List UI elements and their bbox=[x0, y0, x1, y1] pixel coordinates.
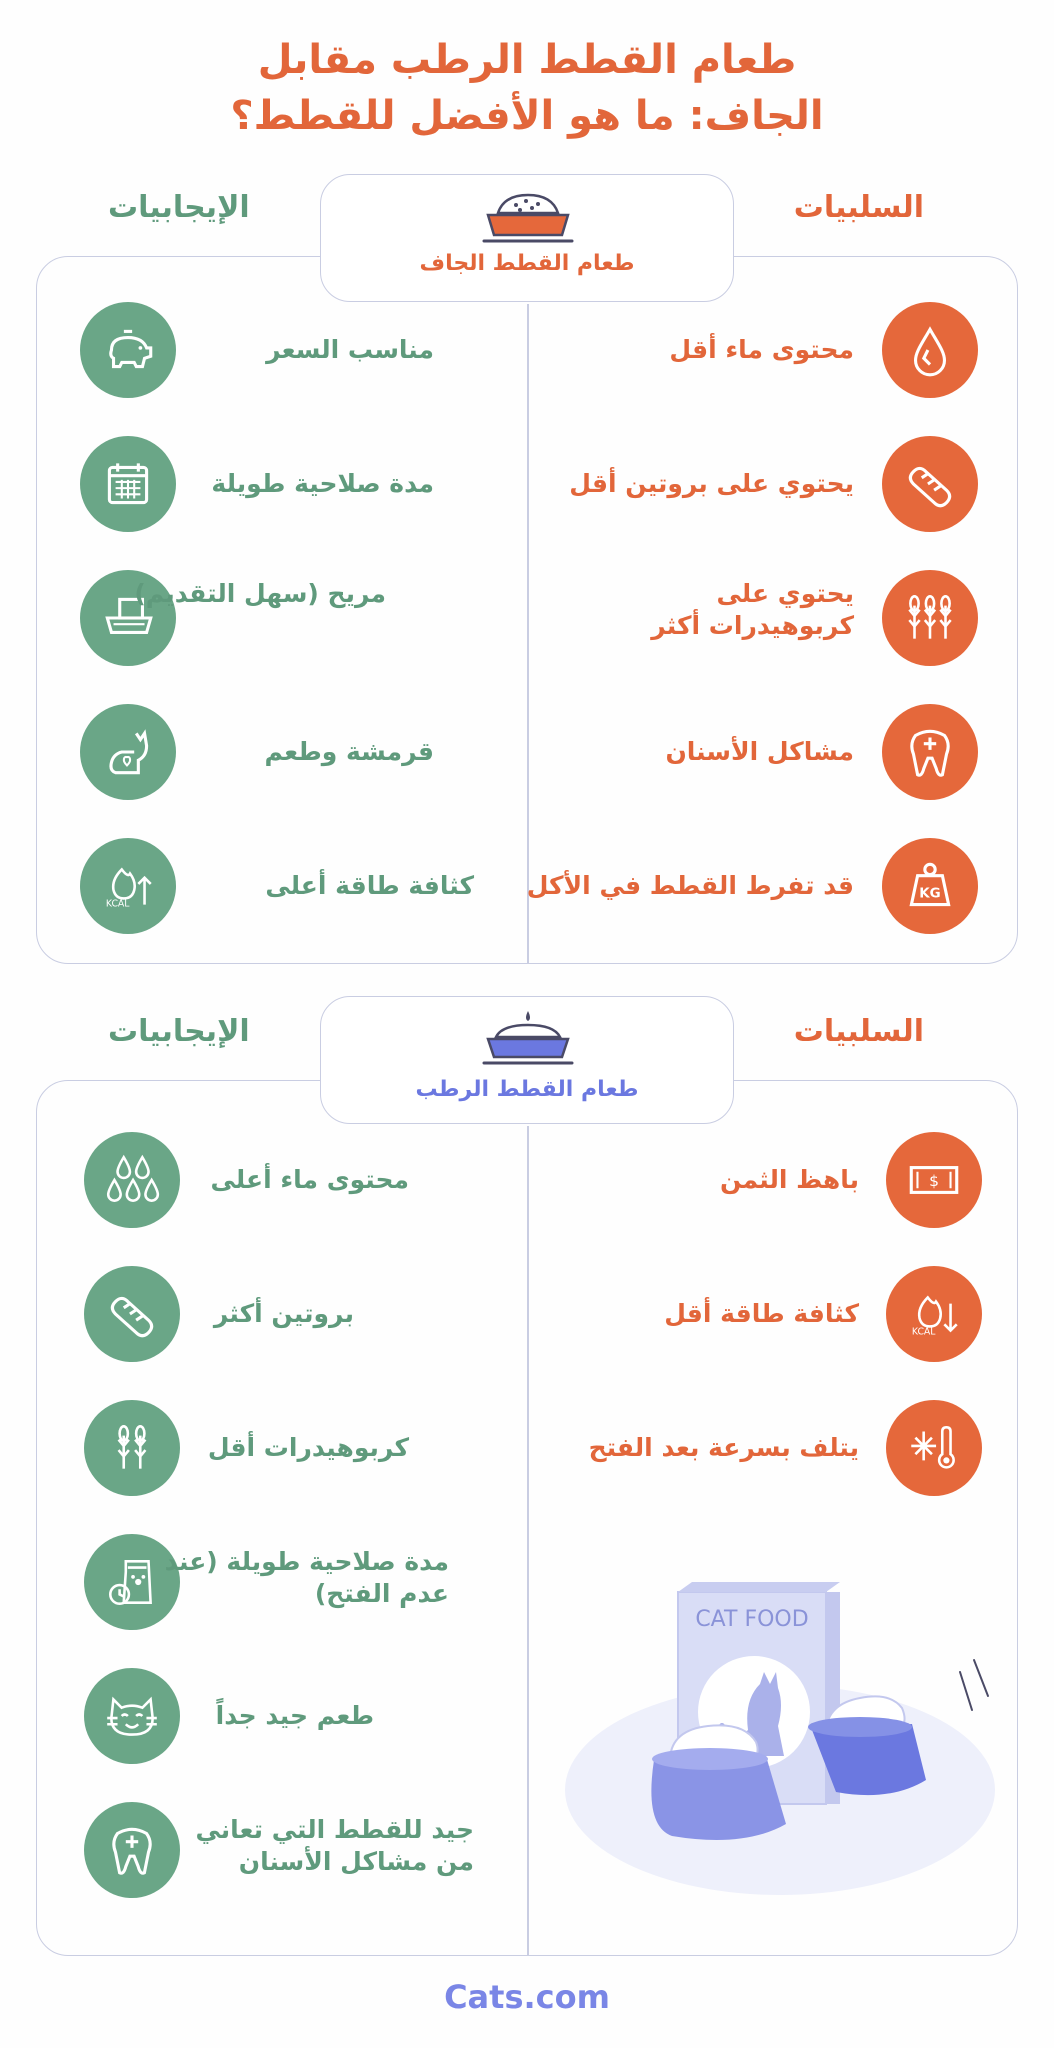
cat-food-illustration bbox=[560, 1580, 1000, 1900]
thermometer-snow-icon bbox=[886, 1400, 982, 1496]
protein-icon bbox=[882, 436, 978, 532]
wet-pro-label: كربوهيدرات أقل bbox=[207, 1433, 409, 1462]
wet-food-bowl-icon bbox=[478, 1007, 578, 1071]
weight-icon bbox=[882, 838, 978, 934]
wet-pros-heading: الإيجابيات bbox=[108, 1014, 250, 1049]
cat-food-box-text: CAT FOOD bbox=[695, 1607, 809, 1632]
brand-footer: Cats.com bbox=[444, 1978, 610, 2016]
kcal-down-icon-text: KCAL bbox=[911, 1326, 936, 1338]
wet-food-header bbox=[320, 996, 734, 1124]
wheat-icon bbox=[882, 570, 978, 666]
dry-con-label: يحتوي على بروتين أقل bbox=[569, 469, 854, 498]
tooth-icon bbox=[882, 704, 978, 800]
dry-pro-label: مريح (سهل التقديم) bbox=[134, 579, 386, 608]
dry-pros-heading: الإيجابيات bbox=[108, 190, 250, 225]
wet-food-label: طعام القطط الرطب bbox=[415, 1077, 639, 1102]
kcal-down-icon bbox=[886, 1266, 982, 1362]
dry-con-label: يحتوي على كربوهيدرات أكثر bbox=[651, 579, 854, 640]
money-icon-text: $ bbox=[929, 1172, 939, 1191]
water-drop-icon bbox=[882, 302, 978, 398]
wet-con-label: باهظ الثمن bbox=[719, 1165, 859, 1194]
dry-cons-heading: السلبيات bbox=[793, 190, 924, 225]
wet-pro-label: مدة صلاحية طويلة (عند عدم الفتح) bbox=[164, 1547, 449, 1608]
wet-con-label: يتلف بسرعة بعد الفتح bbox=[588, 1433, 859, 1462]
dry-pro-label: مناسب السعر bbox=[266, 335, 434, 364]
page-title bbox=[0, 32, 1054, 144]
wet-con-label: كثافة طاقة أقل bbox=[664, 1299, 859, 1328]
wet-pro-label: جيد للقطط التي تعاني من مشاكل الأسنان bbox=[195, 1815, 474, 1876]
dry-con-label: قد تفرط القطط في الأكل bbox=[526, 871, 854, 900]
title-line-2: الجاف: ما هو الأفضل للقطط؟ bbox=[230, 93, 824, 139]
dry-con-label: محتوى ماء أقل bbox=[669, 335, 854, 364]
title-line-1: طعام القطط الرطب مقابل bbox=[257, 37, 797, 83]
money-icon bbox=[886, 1132, 982, 1228]
wet-pro-label: بروتين أكثر bbox=[213, 1299, 354, 1328]
kcal-up-icon bbox=[80, 838, 176, 934]
dry-pro-label: كثافة طاقة أعلى bbox=[265, 871, 474, 900]
dry-food-label: طعام القطط الجاف bbox=[419, 251, 635, 276]
wet-pro-label: طعم جيد جداً bbox=[215, 1701, 374, 1730]
kcal-up-icon-text: KCAL bbox=[105, 898, 130, 910]
wet-section-divider bbox=[527, 1126, 529, 1956]
tooth-icon bbox=[84, 1802, 180, 1898]
dry-food-header bbox=[320, 174, 734, 302]
wet-pro-label: محتوى ماء أعلى bbox=[210, 1165, 409, 1194]
dry-pro-label: قرمشة وطعم bbox=[264, 737, 434, 766]
dry-food-bowl-icon bbox=[478, 189, 578, 249]
wet-cons-heading: السلبيات bbox=[793, 1014, 924, 1049]
weight-icon-text: KG bbox=[919, 886, 941, 902]
dry-pro-label: مدة صلاحية طويلة bbox=[211, 469, 434, 498]
dry-section-divider bbox=[527, 304, 529, 964]
dry-con-label: مشاكل الأسنان bbox=[665, 737, 854, 766]
